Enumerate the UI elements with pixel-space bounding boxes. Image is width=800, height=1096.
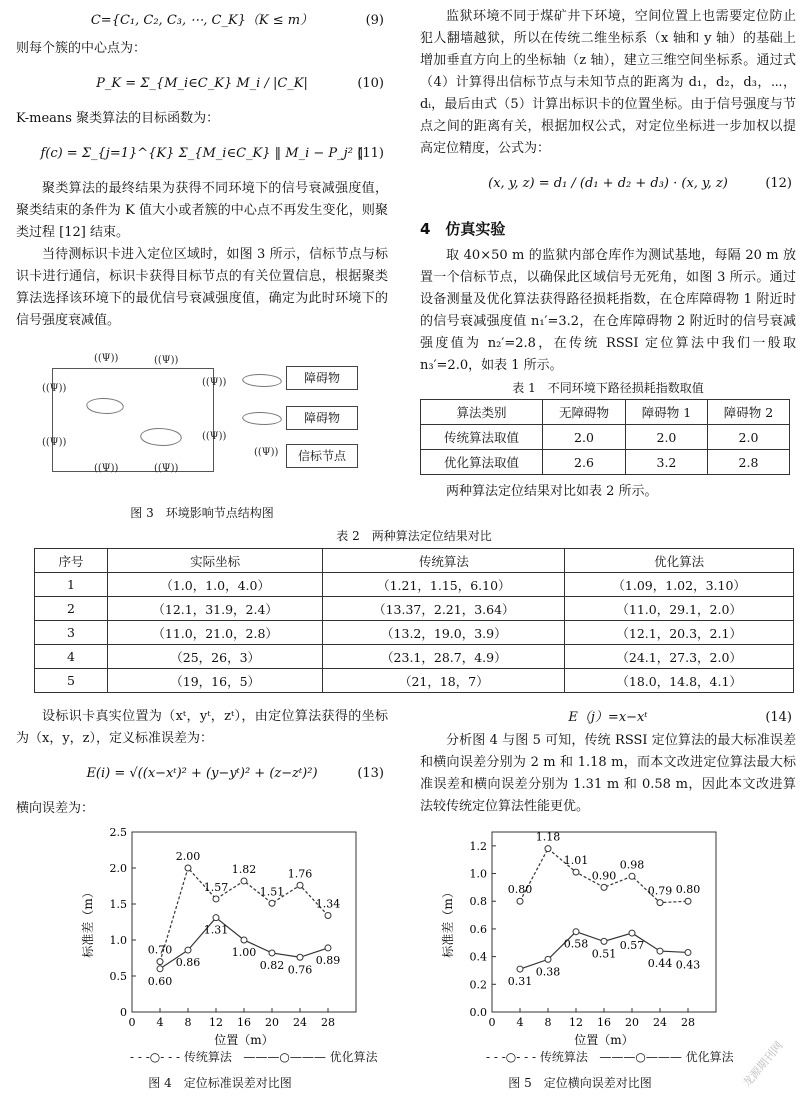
data-point xyxy=(297,954,303,960)
beacon-icon: ((Ψ)) xyxy=(202,431,227,442)
data-point xyxy=(325,913,331,919)
table-header-row: 算法类别 无障碍物 障碍物 1 障碍物 2 xyxy=(421,400,790,425)
legend-obstacle-2: 障碍物 xyxy=(286,406,358,430)
data-point xyxy=(657,900,663,906)
section-heading: 4 仿真实验 xyxy=(420,220,506,238)
x-tick-label: 24 xyxy=(293,1016,307,1029)
data-point xyxy=(185,865,191,871)
equation-9: C={C₁, C₂, C₃, ⋯, C_K}（K ≤ m） (9) xyxy=(90,13,384,28)
data-label: 1.34 xyxy=(315,897,341,911)
data-label: 0.80 xyxy=(675,883,701,897)
data-point xyxy=(269,900,275,906)
table-2-title: 表 2 两种算法定位结果对比 xyxy=(336,529,492,543)
text-table2-intro: 两种算法定位结果对比如表 2 所示。 xyxy=(446,484,658,499)
data-label: 0.90 xyxy=(591,869,617,883)
data-point xyxy=(517,898,523,904)
data-label: 0.70 xyxy=(147,943,173,957)
figure-3 xyxy=(16,350,388,495)
text-center-intro: 则每个簇的中心点为： xyxy=(16,41,147,56)
data-label: 1.00 xyxy=(231,946,257,959)
x-tick-label: 16 xyxy=(237,1016,251,1029)
x-tick-label: 4 xyxy=(156,1016,164,1029)
beacon-icon: ((Ψ)) xyxy=(94,353,119,364)
data-point xyxy=(629,873,635,879)
data-label: 0.80 xyxy=(507,883,533,897)
x-tick-label: 12 xyxy=(569,1016,583,1029)
x-tick-label: 8 xyxy=(184,1016,192,1029)
watermark: 龙源期刊网 xyxy=(740,1039,786,1090)
data-label: 1.31 xyxy=(203,923,229,937)
y-tick-label: 0.8 xyxy=(469,895,487,909)
x-tick-label: 20 xyxy=(265,1016,279,1029)
data-point xyxy=(241,878,247,884)
figure-4-caption: 图 4 定位标准误差对比图 xyxy=(148,1076,292,1090)
legend-beacon-icon: ((Ψ)) xyxy=(254,447,279,458)
data-point xyxy=(269,950,275,956)
y-tick-label: 0.6 xyxy=(469,922,487,936)
data-label: 0.79 xyxy=(647,884,673,898)
data-label: 1.82 xyxy=(231,862,257,876)
legend-dashed-marker: - - -○- - - xyxy=(486,1050,537,1064)
data-label: 1.76 xyxy=(287,867,313,881)
y-tick-label: 0.5 xyxy=(109,970,127,983)
data-label: 0.57 xyxy=(619,939,645,953)
data-point xyxy=(685,949,691,955)
y-axis-label: 标准差（m） xyxy=(441,886,455,958)
beacon-icon: ((Ψ)) xyxy=(154,463,179,474)
table-2 xyxy=(34,548,794,693)
right-column-bottom xyxy=(420,706,796,818)
chart-1-legend: - - -○- - - 传统算法 ———○——— 优化算法 xyxy=(130,1050,378,1064)
y-tick-label: 0 xyxy=(120,1006,127,1019)
left-column-bottom xyxy=(16,706,388,820)
table-header-row: 序号 实际坐标 传统算法 优化算法 xyxy=(35,549,794,573)
data-point xyxy=(545,846,551,852)
data-label: 1.01 xyxy=(563,854,589,868)
x-tick-label: 28 xyxy=(321,1016,335,1029)
legend-solid-marker: ———○——— xyxy=(599,1050,682,1064)
data-label: 0.76 xyxy=(287,963,313,977)
left-column xyxy=(16,4,388,332)
data-point xyxy=(601,938,607,944)
paragraph-analysis: 分析图 4 与图 5 可知，传统 RSSI 定位算法的最大标准误差和横向误差分别为 2 m 和 1.18 m，而本文改进定位算法最大标准误差和横向误差分别为 1.31 m 和 0.58 m，因此本文改进算法较传统定位算法性能更优。 xyxy=(420,733,796,814)
data-label: 2.00 xyxy=(175,850,201,863)
data-point xyxy=(601,884,607,890)
y-tick-label: 2.0 xyxy=(109,862,127,875)
text-kmeans-intro: K-means 聚类算法的目标函数为： xyxy=(16,111,220,126)
beacon-icon: ((Ψ)) xyxy=(94,463,119,474)
table-row: 优化算法取值 2.6 3.2 2.8 xyxy=(421,450,790,475)
beacon-icon: ((Ψ)) xyxy=(154,355,179,366)
data-point xyxy=(157,966,163,972)
data-point xyxy=(297,882,303,888)
figure-3-caption: 图 3 环境影响节点结构图 xyxy=(130,506,274,520)
data-label: 0.82 xyxy=(259,958,285,972)
y-axis-label: 标准差（m） xyxy=(81,886,95,958)
data-point xyxy=(213,896,219,902)
table-row: 3 （11.0，21.0，2.8） （13.2，19.0，3.9） （12.1，20.3，2.1） xyxy=(35,621,794,645)
y-tick-label: 0.2 xyxy=(469,978,487,992)
beacon-icon: ((Ψ)) xyxy=(202,377,227,388)
x-tick-label: 4 xyxy=(516,1016,524,1029)
y-tick-label: 1.0 xyxy=(109,934,127,947)
data-point xyxy=(213,915,219,921)
y-tick-label: 0.0 xyxy=(469,1006,487,1019)
data-label: 1.18 xyxy=(535,830,561,844)
figure-5-caption: 图 5 定位横向误差对比图 xyxy=(508,1076,652,1090)
table-row: 4 （25，26，3） （23.1，28.7，4.9） （24.1，27.3，2.0） xyxy=(35,645,794,669)
table-row: 传统算法取值 2.0 2.0 2.0 xyxy=(421,425,790,450)
data-point xyxy=(157,959,163,965)
paragraph-simulation: 取 40×50 m 的监狱内部仓库作为测试基地，每隔 20 m 放置一个信标节点，以确保此区域信号无死角，如图 3 所示。通过设备测量及优化算法获得路径损耗指数，在仓库障碍物 1 附近时的信号衰减强度值 n₁′=3.2，在仓库障碍物 2 附近时的信号衰减强度值为 n₂′=2.8，在传统 RSSI 定位算法中我们一般取 n₃′=2.0，如表 1 所示。 xyxy=(420,248,796,373)
data-point xyxy=(241,937,247,943)
legend-dashed-marker: - - -○- - - xyxy=(130,1050,181,1064)
data-label: 1.51 xyxy=(259,885,285,899)
x-tick-label: 20 xyxy=(625,1016,639,1029)
data-label: 0.58 xyxy=(563,937,589,951)
data-label: 1.57 xyxy=(203,880,229,894)
data-label: 0.38 xyxy=(535,965,561,979)
warehouse-boundary xyxy=(52,368,214,472)
data-point xyxy=(185,947,191,953)
equation-14: E（j）=x−xᵗ (14) xyxy=(568,710,792,725)
data-label: 0.86 xyxy=(175,956,201,970)
data-point xyxy=(545,956,551,962)
data-label: 0.60 xyxy=(147,974,173,988)
data-label: 0.51 xyxy=(591,947,617,961)
data-point xyxy=(517,966,523,972)
x-tick-label: 28 xyxy=(681,1016,695,1029)
paragraph-true-position: 设标识卡真实位置为（xᵗ，yᵗ，zᵗ），由定位算法获得的坐标为（x，y，z），定义标准误差为： xyxy=(16,709,388,746)
data-point xyxy=(685,898,691,904)
paragraph-test-card: 当待测标识卡进入定位区域时，如图 3 所示，信标节点与标识卡进行通信，标识卡获得目标节点的有关位置信息，根据聚类算法选择该环境下的最优信号衰减强度值，确定为此时环境下的信号强度衰减值。 xyxy=(16,247,388,328)
data-point xyxy=(657,948,663,954)
x-tick-label: 0 xyxy=(488,1016,496,1029)
data-label: 0.98 xyxy=(619,858,645,872)
data-point xyxy=(573,929,579,935)
table-1 xyxy=(420,399,790,475)
legend-beacon: 信标节点 xyxy=(286,444,358,468)
table-1-title: 表 1 不同环境下路径损耗指数取值 xyxy=(512,381,704,395)
chart-2-legend: - - -○- - - 传统算法 ———○——— 优化算法 xyxy=(486,1050,734,1064)
beacon-icon: ((Ψ)) xyxy=(42,383,67,394)
equation-10: P_K = Σ_{M_i∈C_K} M_i / |C_K| (10) xyxy=(96,76,384,91)
x-axis-label: 位置（m） xyxy=(574,1033,634,1047)
legend-obstacle-1: 障碍物 xyxy=(286,366,358,390)
paragraph-prison-env: 监狱环境不同于煤矿井下环境，空间位置上也需要定位防止犯人翻墙越狱，所以在传统二维坐标系（x 轴和 y 轴）的基础上增加垂直方向上的坐标轴（z 轴），建立三维空间坐标系。通过式（4）计算得出信标节点与未知节点的距离为 d₁，d₂，d₃，⋯，dᵢ，最后由式（5）计算出标识卡的位置坐标。由于信号强度与节点之间的距离有关，根据加权公式，对定位坐标进一步加权以提高定位精度，公式为： xyxy=(420,9,796,156)
data-label: 0.31 xyxy=(507,975,533,989)
legend-obstacle-swatch xyxy=(241,412,284,425)
x-axis-label: 位置（m） xyxy=(214,1033,274,1047)
text-lateral-intro: 横向误差为： xyxy=(16,801,95,816)
y-tick-label: 1.2 xyxy=(469,839,487,853)
legend-solid-marker: ———○——— xyxy=(243,1050,326,1064)
x-tick-label: 24 xyxy=(653,1016,667,1029)
right-column xyxy=(420,6,796,503)
data-point xyxy=(325,945,331,951)
data-label: 0.89 xyxy=(315,953,341,967)
chart-standard-error xyxy=(70,822,370,1062)
paragraph-cluster-result: 聚类算法的最终结果为获得不同环境下的信号衰减强度值，聚类结束的条件为 K 值大小或者簇的中心点不再发生变化，则聚类过程 [12] 结束。 xyxy=(16,181,388,240)
y-tick-label: 1.0 xyxy=(469,867,487,881)
chart-lateral-error xyxy=(430,822,730,1062)
y-tick-label: 2.5 xyxy=(109,826,127,839)
x-tick-label: 16 xyxy=(597,1016,611,1029)
table-row: 2 （12.1，31.9，2.4） （13.37，2.21，3.64） （11.0，29.1，2.0） xyxy=(35,597,794,621)
table-row: 5 （19，16，5） （21，18，7） （18.0，14.8，4.1） xyxy=(35,669,794,693)
table-row: 1 （1.0，1.0，4.0） （1.21，1.15，6.10） （1.09，1.02，3.10） xyxy=(35,573,794,597)
x-tick-label: 8 xyxy=(544,1016,552,1029)
data-point xyxy=(573,869,579,875)
data-label: 0.43 xyxy=(675,958,701,972)
y-tick-label: 0.4 xyxy=(469,950,487,964)
beacon-icon: ((Ψ)) xyxy=(42,437,67,448)
equation-12: (x, y, z) = d₁ / (d₁ + d₂ + d₃) · (x, y, z) (12) xyxy=(488,176,792,191)
equation-13: E(i) = √((x−xᵗ)² + (y−yᵗ)² + (z−zᵗ)²) (13) xyxy=(86,766,384,781)
legend-obstacle-swatch xyxy=(241,374,284,387)
data-point xyxy=(629,930,635,936)
x-tick-label: 12 xyxy=(209,1016,223,1029)
x-tick-label: 0 xyxy=(128,1016,136,1029)
y-tick-label: 1.5 xyxy=(109,898,127,911)
data-label: 0.44 xyxy=(647,957,673,971)
equation-11: f(c) = Σ_{j=1}^{K} Σ_{M_i∈C_K} ‖ M_i − P_j² ‖ (11) xyxy=(40,146,384,161)
